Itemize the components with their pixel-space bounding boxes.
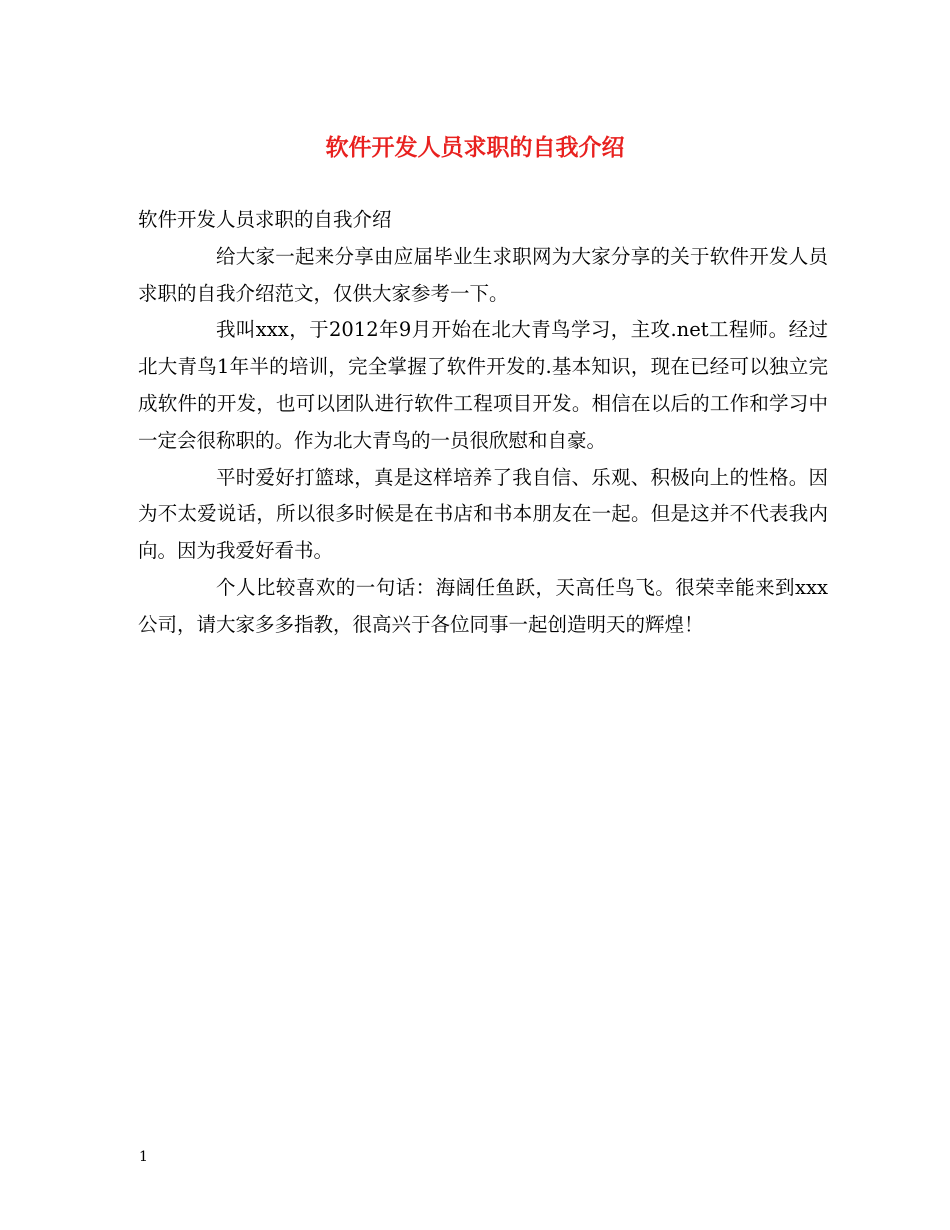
paragraph-hobbies: 平时爱好打篮球，真是这样培养了我自信、乐观、积极向上的性格。因为不太爱说话，所以很多时候是在书店和书本朋友在一起。但是这并不代表我内向。因为我爱好看书。 bbox=[138, 465, 828, 563]
paragraph-closing: 个人比较喜欢的一句话：海阔任鱼跃，天高任鸟飞。很荣幸能来到xxx公司，请大家多多指教，很高兴于各位同事一起创造明天的辉煌！ bbox=[138, 575, 828, 636]
paragraph-intro: 给大家一起来分享由应届毕业生求职网为大家分享的关于软件开发人员求职的自我介绍范文，仅供大家参考一下。 bbox=[138, 244, 828, 305]
page-number: 1 bbox=[139, 1149, 148, 1165]
paragraph-background: 我叫xxx，于2012年9月开始在北大青鸟学习，主攻.net工程师。经过北大青鸟1年半的培训，完全掌握了软件开发的.基本知识，现在已经可以独立完成软件的开发，也可以团队进行软件工程项目开发。相信在以后的工作和学习中一定会很称职的。作为北大青鸟的一员很欣慰和自豪。 bbox=[138, 318, 828, 452]
document-subtitle: 软件开发人员求职的自我介绍 bbox=[138, 208, 392, 231]
document-body bbox=[138, 202, 828, 644]
document-title: 软件开发人员求职的自我介绍 bbox=[325, 134, 625, 161]
